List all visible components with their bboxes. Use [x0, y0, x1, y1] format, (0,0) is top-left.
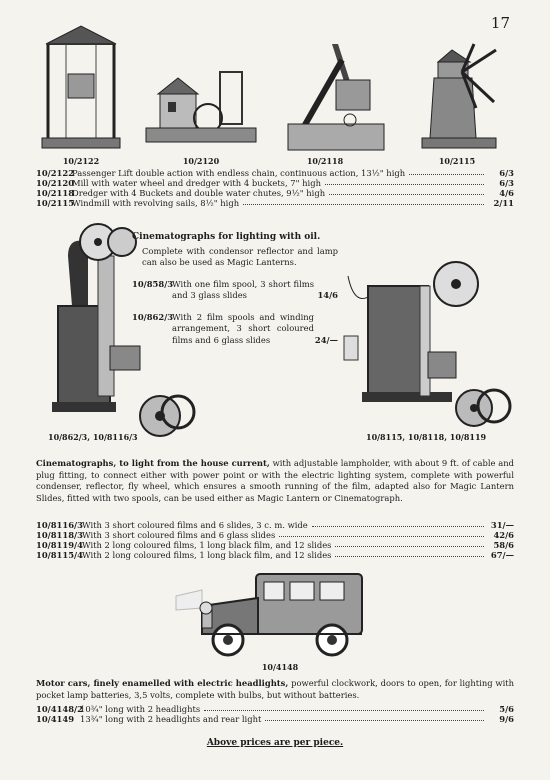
electric-cinematograph-illustration: [340, 256, 516, 436]
section-text: powerful clockwork, doors to open, for lighting with pocket lamp batteries, 3,5 volts, complete with bulbs, but without batteries.: [36, 678, 515, 700]
item-price: 6/3: [499, 168, 514, 178]
list-item: [36, 188, 514, 198]
list-item: [36, 704, 514, 714]
item-code: 10/2118: [36, 188, 75, 198]
item-price: 31/—: [490, 520, 514, 530]
figure-label: 10/4148: [261, 662, 299, 672]
item-code: 10/2120: [36, 178, 75, 188]
item-description: 13¾" long with 2 headlights and rear light: [80, 714, 262, 724]
item-code: 10/862/3: [132, 311, 174, 322]
item-code: 10/8116/3: [36, 520, 83, 530]
list-item: [132, 312, 338, 347]
item-price: 14/6: [317, 290, 338, 300]
motor-car-illustration: [172, 568, 368, 660]
item-price: 42/6: [493, 530, 514, 540]
item-description: 10¾" long with 2 headlights: [80, 704, 201, 714]
item-code: 10/858/3: [132, 278, 174, 289]
list-item: [36, 198, 514, 208]
current-cinematograph-list: [36, 520, 514, 560]
section-heading: Cinematographs, to light from the house current,: [36, 458, 270, 468]
item-code: 10/8115/4: [36, 550, 83, 560]
list-item: [36, 530, 514, 540]
list-item: [132, 279, 338, 302]
section-heading: Motor cars, finely enamelled with electric headlights,: [36, 678, 289, 688]
dredger-illustration: [282, 40, 388, 154]
list-item: [36, 520, 514, 530]
motor-car-paragraph: [36, 678, 514, 701]
item-price: 67/—: [490, 550, 514, 560]
footer-note: Above prices are per piece.: [206, 738, 344, 748]
item-code: 10/2122: [36, 168, 75, 178]
item-code: 10/8118/3: [36, 530, 83, 540]
item-description: Mill with water wheel and dredger with 4 buckets, 7" high: [72, 178, 321, 188]
page-number: 17: [490, 14, 510, 32]
top-price-list: [36, 168, 514, 208]
item-description: Windmill with revolving sails, 8½" high: [72, 198, 240, 208]
item-description: With one film spool, 3 short films and 3 glass slides: [172, 278, 314, 300]
list-item: [36, 178, 514, 188]
list-item: [36, 550, 514, 560]
item-description: With 2 film spools and winding arrangement, 3 short coloured films and 6 glass slides: [172, 311, 314, 345]
figure-label: 10/2122: [62, 156, 100, 166]
item-code: 10/8119/4: [36, 540, 83, 550]
current-cinematograph-paragraph: [36, 458, 514, 504]
list-item: [36, 540, 514, 550]
figure-label: 10/2120: [182, 156, 220, 166]
item-description: With 3 short coloured films and 6 glass slides: [82, 530, 276, 540]
item-description: Passenger Lift double action with endless chain, continuous action, 13½" high: [72, 168, 406, 178]
list-item: [36, 168, 514, 178]
item-description: Dredger with 4 Buckets and double water chutes, 9½" high: [72, 188, 326, 198]
item-price: 2/11: [493, 198, 514, 208]
item-code: 10/4148/2: [36, 704, 83, 714]
oil-cinematograph-section: [132, 232, 338, 346]
item-description: With 3 short coloured films and 6 slides, 3 c. m. wide: [82, 520, 308, 530]
item-code: 10/2115: [36, 198, 75, 208]
item-price: 9/6: [499, 714, 514, 724]
motor-car-list: [36, 704, 514, 724]
section-text: with adjustable lampholder, with about 9 ft. of cable and plug fitting, to connect either with power point or with the electric lighting system, complete with powerful condenser, reflector, fly wheel, which ensures a smooth running of the film, adapted also for Magic Lantern Slides, fitted with two spools, can be used either as Magic Lantern or Cinematograph.: [36, 458, 514, 503]
item-price: 6/3: [499, 178, 514, 188]
figure-label: 10/2115: [438, 156, 476, 166]
water-mill-illustration: [142, 66, 260, 152]
item-price: 58/6: [493, 540, 514, 550]
passenger-lift-illustration: [36, 24, 126, 152]
section-heading: Cinematographs for lighting with oil.: [132, 232, 321, 242]
item-price: 4/6: [499, 188, 514, 198]
figure-label: 10/862/3, 10/8116/3: [48, 432, 138, 442]
item-code: 10/4149: [36, 714, 75, 724]
figure-label: 10/2118: [306, 156, 344, 166]
item-price: 24/—: [314, 334, 338, 345]
figure-label: 10/8115, 10/8118, 10/8119: [366, 432, 487, 442]
item-description: With 2 long coloured films, 1 long black film, and 12 slides: [82, 550, 332, 560]
item-description: With 2 long coloured films, 1 long black film, and 12 slides: [82, 540, 332, 550]
list-item: [36, 714, 514, 724]
item-price: 5/6: [499, 704, 514, 714]
section-intro: Complete with condensor reflector and lamp can also be used as Magic Lanterns.: [142, 245, 338, 267]
windmill-illustration: [414, 42, 502, 154]
